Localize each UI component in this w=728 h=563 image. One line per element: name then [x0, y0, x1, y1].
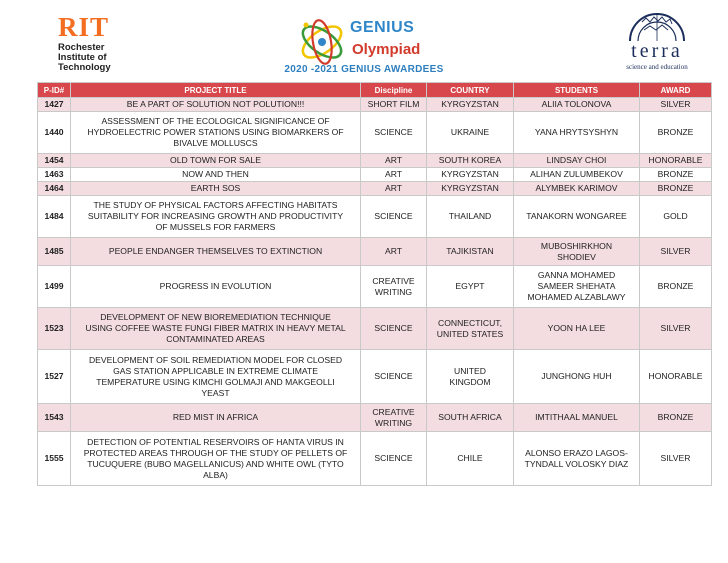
table-row	[38, 432, 712, 486]
cell-award: SILVER	[640, 432, 712, 486]
olympiad-wordmark: Olympiad	[352, 41, 421, 58]
cell-title: OLD TOWN FOR SALE	[71, 154, 361, 168]
cell-discipline: SCIENCE	[361, 432, 427, 486]
cell-award: SILVER	[640, 238, 712, 266]
cell-students: LINDSAY CHOI	[514, 154, 640, 168]
table-row	[38, 308, 712, 350]
table-row	[38, 238, 712, 266]
rit-logo-name: Rochester Institute of Technology	[58, 42, 111, 73]
cell-discipline: ART	[361, 168, 427, 182]
cell-students: ALONSO ERAZO LAGOS- TYNDALL VOLOSKY DIAZ	[514, 432, 640, 486]
table-row	[38, 350, 712, 404]
cell-pid: 1464	[38, 182, 71, 196]
cell-discipline: ART	[361, 238, 427, 266]
cell-students: MUBOSHIRKHON SHODIEV	[514, 238, 640, 266]
cell-country: SOUTH KOREA	[427, 154, 514, 168]
cell-discipline: ART	[361, 154, 427, 168]
cell-students: ALIIA TOLONOVA	[514, 98, 640, 112]
terra-globe-icon	[622, 12, 692, 42]
cell-title: DEVELOPMENT OF NEW BIOREMEDIATION TECHNIQUE USING COFFEE WASTE FUNGI FIBER MATRIX IN HEAVY METAL CONTAMINATED AREAS	[71, 308, 361, 350]
cell-pid: 1543	[38, 404, 71, 432]
cell-award: HONORABLE	[640, 154, 712, 168]
cell-students: TANAKORN WONGAREE	[514, 196, 640, 238]
cell-discipline: SCIENCE	[361, 350, 427, 404]
cell-award: GOLD	[640, 196, 712, 238]
cell-country: KYRGYZSTAN	[427, 182, 514, 196]
cell-students: JUNGHONG HUH	[514, 350, 640, 404]
cell-country: CHILE	[427, 432, 514, 486]
table-row	[38, 154, 712, 168]
cell-award: BRONZE	[640, 112, 712, 154]
cell-pid: 1523	[38, 308, 71, 350]
table-row	[38, 168, 712, 182]
page-title: 2020 -2021 GENIUS AWARDEES	[284, 64, 444, 75]
cell-discipline: SHORT FILM	[361, 98, 427, 112]
cell-title: RED MIST IN AFRICA	[71, 404, 361, 432]
column-header-discipline: Discipline	[361, 83, 427, 98]
cell-discipline: SCIENCE	[361, 112, 427, 154]
cell-discipline: SCIENCE	[361, 308, 427, 350]
cell-title: ASSESSMENT OF THE ECOLOGICAL SIGNIFICANCE OF HYDROELECTRIC POWER STATIONS USING BIOMARKERS OF BIVALVE MOLLUSCS	[71, 112, 361, 154]
table-row	[38, 98, 712, 112]
cell-title: PROGRESS IN EVOLUTION	[71, 266, 361, 308]
cell-title: DEVELOPMENT OF SOIL REMEDIATION MODEL FOR CLOSED GAS STATION APPLICABLE IN EXTREME CLIMATE TEMPERATURE USING KIMCHI GOLMAJI AND MAKGEOLLI YEAST	[71, 350, 361, 404]
table-row	[38, 196, 712, 238]
cell-award: BRONZE	[640, 182, 712, 196]
column-header-students: STUDENTS	[514, 83, 640, 98]
cell-discipline: CREATIVE WRITING	[361, 404, 427, 432]
table-row	[38, 112, 712, 154]
cell-pid: 1427	[38, 98, 71, 112]
cell-country: UNITED KINGDOM	[427, 350, 514, 404]
cell-pid: 1463	[38, 168, 71, 182]
cell-discipline: CREATIVE WRITING	[361, 266, 427, 308]
cell-pid: 1440	[38, 112, 71, 154]
cell-award: BRONZE	[640, 266, 712, 308]
cell-country: EGYPT	[427, 266, 514, 308]
cell-award: SILVER	[640, 98, 712, 112]
cell-students: ALIHAN ZULUMBEKOV	[514, 168, 640, 182]
cell-title: THE STUDY OF PHYSICAL FACTORS AFFECTING HABITATS SUITABILITY FOR INCREASING GROWTH AND PRODUCTIVITY OF MUSSELS FOR FARMERS	[71, 196, 361, 238]
cell-discipline: ART	[361, 182, 427, 196]
terra-logo	[622, 12, 692, 74]
cell-country: KYRGYZSTAN	[427, 168, 514, 182]
column-header-pid: P-ID#	[38, 83, 71, 98]
table-header-row	[38, 83, 712, 98]
cell-pid: 1555	[38, 432, 71, 486]
cell-pid: 1484	[38, 196, 71, 238]
genius-wordmark: GENIUS	[350, 19, 415, 36]
cell-students: GANNA MOHAMED SAMEER SHEHATA MOHAMED ALZABLAWY	[514, 266, 640, 308]
cell-students: IMTITHAAL MANUEL	[514, 404, 640, 432]
cell-students: YOON HA LEE	[514, 308, 640, 350]
cell-award: BRONZE	[640, 404, 712, 432]
cell-award: SILVER	[640, 308, 712, 350]
rit-logo-mark: RIT	[58, 12, 110, 42]
table-row	[38, 182, 712, 196]
cell-country: THAILAND	[427, 196, 514, 238]
cell-pid: 1485	[38, 238, 71, 266]
cell-pid: 1454	[38, 154, 71, 168]
cell-discipline: SCIENCE	[361, 196, 427, 238]
cell-title: EARTH SOS	[71, 182, 361, 196]
cell-students: YANA HRYTSYSHYN	[514, 112, 640, 154]
awardees-table	[37, 82, 712, 486]
terra-wordmark: terra	[631, 40, 683, 62]
table-row	[38, 404, 712, 432]
table-row	[38, 266, 712, 308]
cell-country: SOUTH AFRICA	[427, 404, 514, 432]
terra-tagline: science and education	[626, 63, 688, 71]
cell-title: NOW AND THEN	[71, 168, 361, 182]
cell-country: CONNECTICUT, UNITED STATES	[427, 308, 514, 350]
cell-country: TAJIKISTAN	[427, 238, 514, 266]
cell-country: KYRGYZSTAN	[427, 98, 514, 112]
cell-country: UKRAINE	[427, 112, 514, 154]
cell-award: BRONZE	[640, 168, 712, 182]
cell-title: BE A PART OF SOLUTION NOT POLUTION!!!	[71, 98, 361, 112]
column-header-project-title: PROJECT TITLE	[71, 83, 361, 98]
cell-title: DETECTION OF POTENTIAL RESERVOIRS OF HANTA VIRUS IN PROTECTED AREAS THROUGH OF THE STUDY OF PELLETS OF TUCUQUERE (BUBO MAGELLANICUS) AND WHITE OWL (TYTO ALBA)	[71, 432, 361, 486]
column-header-award: AWARD	[640, 83, 712, 98]
genius-olympiad-logo	[296, 12, 446, 70]
cell-students: ALYMBEK KARIMOV	[514, 182, 640, 196]
cell-award: HONORABLE	[640, 350, 712, 404]
cell-pid: 1499	[38, 266, 71, 308]
cell-pid: 1527	[38, 350, 71, 404]
cell-title: PEOPLE ENDANGER THEMSELVES TO EXTINCTION	[71, 238, 361, 266]
column-header-country: COUNTRY	[427, 83, 514, 98]
